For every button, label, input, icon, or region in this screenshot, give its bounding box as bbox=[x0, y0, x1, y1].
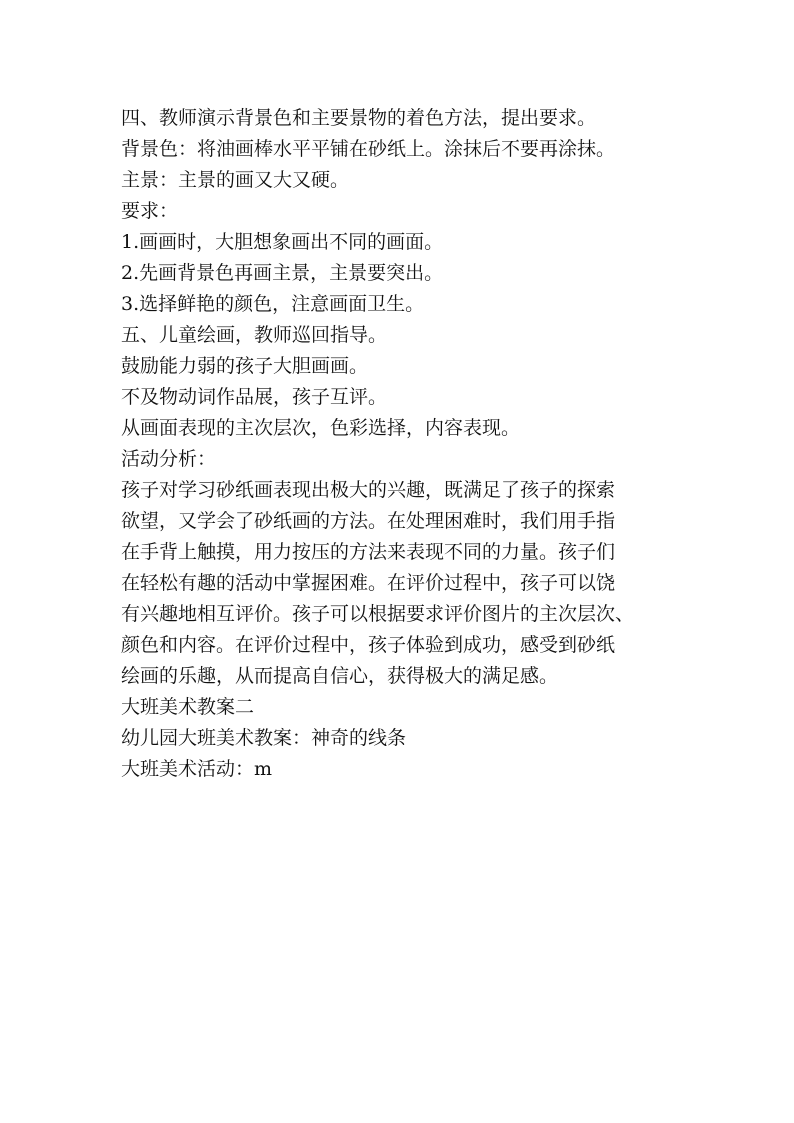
text-line: 1.画画时，大胆想象画出不同的画面。 bbox=[121, 231, 444, 253]
text-line: 从画面表现的主次层次，色彩选择，内容表现。 bbox=[121, 417, 521, 439]
text-line: 主景：主景的画又大又硬。 bbox=[121, 169, 350, 191]
text-line: 不及物动词作品展，孩子互评。 bbox=[121, 386, 388, 408]
text-line: 四、教师演示背景色和主要景物的着色方法，提出要求。 bbox=[121, 107, 597, 129]
document-body bbox=[121, 103, 691, 785]
text-line: 孩子对学习砂纸画表现出极大的兴趣，既满足了孩子的探索 bbox=[121, 479, 616, 501]
text-line: 有兴趣地相互评价。孩子可以根据要求评价图片的主次层次、 bbox=[121, 603, 635, 625]
text-line: 幼儿园大班美术教案：神奇的线条 bbox=[121, 727, 407, 749]
text-line: 活动分析： bbox=[121, 448, 217, 470]
text-line: 大班美术教案二 bbox=[121, 696, 255, 718]
text-line: 要求： bbox=[121, 200, 179, 222]
text-line: 3.选择鲜艳的颜色，注意画面卫生。 bbox=[121, 293, 425, 315]
text-line: 欲望，又学会了砂纸画的方法。在处理困难时，我们用手指 bbox=[121, 510, 616, 532]
text-line: 鼓励能力弱的孩子大胆画画。 bbox=[121, 355, 369, 377]
text-line: 绘画的乐趣，从而提高自信心，获得极大的满足感。 bbox=[121, 665, 559, 687]
text-line: 在手背上触摸，用力按压的方法来表现不同的力量。孩子们 bbox=[121, 541, 616, 563]
text-line: 五、儿童绘画，教师巡回指导。 bbox=[121, 324, 388, 346]
text-line: 颜色和内容。在评价过程中，孩子体验到成功，感受到砂纸 bbox=[121, 634, 616, 656]
text-line: 背景色：将油画棒水平平铺在砂纸上。涂抹后不要再涂抹。 bbox=[121, 138, 616, 160]
text-line: 在轻松有趣的活动中掌握困难。在评价过程中，孩子可以饶 bbox=[121, 572, 616, 594]
text-line: 大班美术活动：m bbox=[121, 758, 273, 780]
text-line: 2.先画背景色再画主景，主景要突出。 bbox=[121, 262, 444, 284]
